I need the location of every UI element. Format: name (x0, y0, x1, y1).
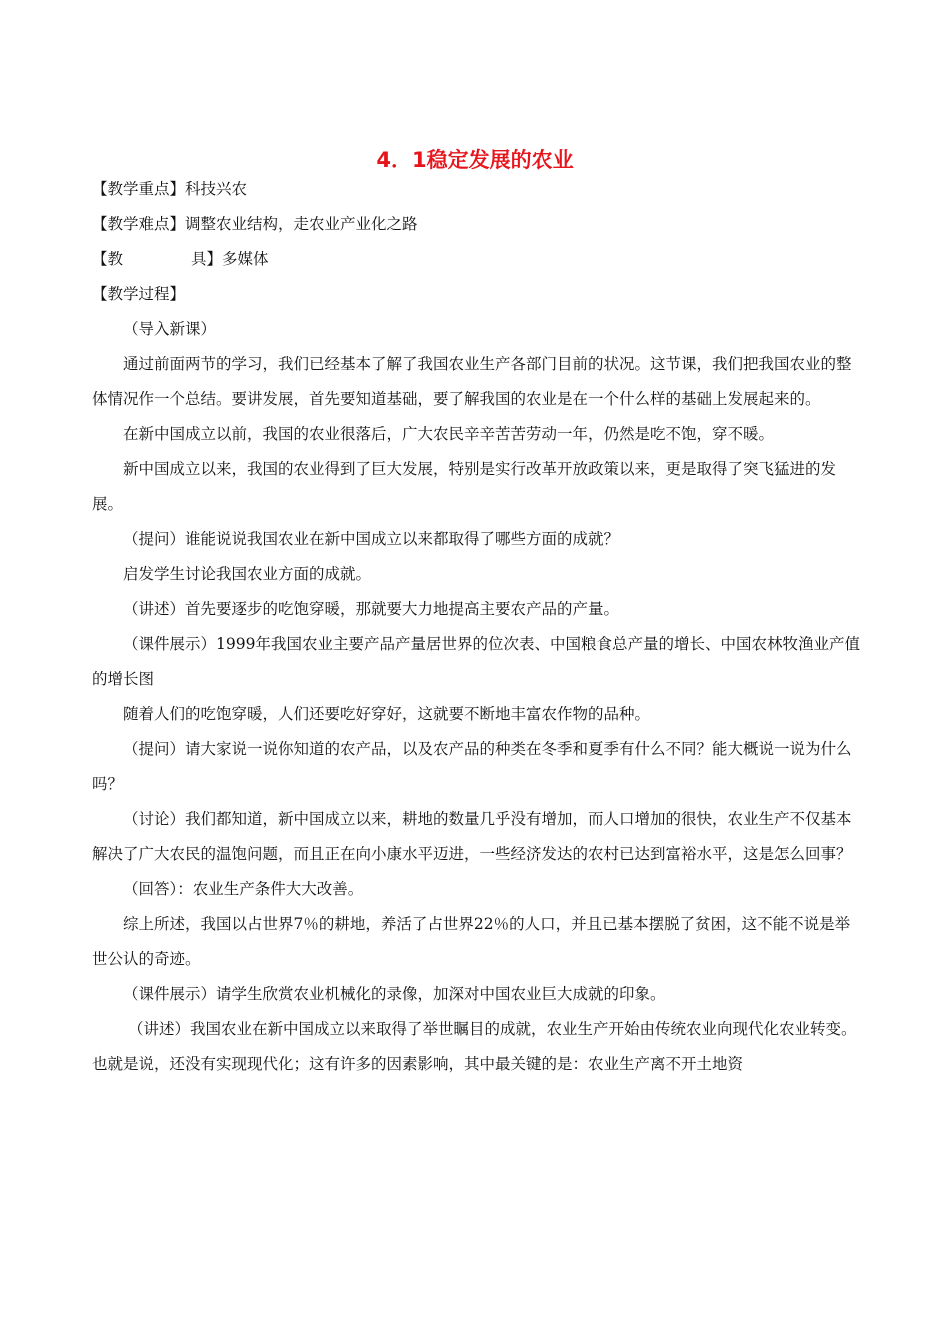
paragraph: （提问）请大家说一说你知道的农产品，以及农产品的种类在冬季和夏季有什么不同？能大概说一说为什么吗？ (92, 740, 852, 793)
paragraph: （课件展示）请学生欣赏农业机械化的录像，加深对中国农业巨大成就的印象。 (123, 985, 666, 1003)
teaching-process-heading: 【教学过程】 (92, 285, 186, 303)
teaching-difficulty (92, 207, 862, 242)
paragraph: 新中国成立以来，我国的农业得到了巨大发展，特别是实行改革开放政策以来，更是取得了突飞猛进的发展。 (92, 460, 837, 513)
paragraph: 在新中国成立以前，我国的农业很落后，广大农民辛辛苦苦劳动一年，仍然是吃不饱，穿不暖。 (123, 425, 775, 443)
paragraph: （提问）谁能说说我国农业在新中国成立以来都取得了哪些方面的成就？ (123, 530, 620, 548)
paragraph: （导入新课） (123, 320, 217, 338)
teaching-difficulty-value: 调整农业结构，走农业产业化之路 (185, 215, 418, 233)
paragraph: （讨论）我们都知道，新中国成立以来，耕地的数量几乎没有增加，而人口增加的很快，农业生产不仅基本解决了广大农民的温饱问题，而且正在向小康水平迈进，一些经济发达的农村已达到富裕水平，这是怎么回事？ (92, 810, 852, 863)
paragraph: （讲述）我国农业在新中国成立以来取得了举世瞩目的成就，农业生产开始由传统农业向现代化农业转变。也就是说，还没有实现现代化；这有许多的因素影响，其中最关键的是：农业生产离不开土地资 (92, 1020, 857, 1073)
paragraph: 综上所述，我国以占世界7％的耕地，养活了占世界22％的人口，并且已基本摆脱了贫困，这不能不说是举世公认的奇迹。 (92, 915, 851, 968)
teaching-tools-value: 多媒体 (222, 250, 269, 268)
paragraph: 启发学生讨论我国农业方面的成就。 (123, 565, 372, 583)
document-body (92, 172, 862, 1082)
teaching-tools-label-right: 具】 (191, 250, 223, 268)
teaching-focus-value: 科技兴农 (185, 180, 248, 198)
teaching-tools-label-left: 【教 (92, 250, 124, 268)
teaching-difficulty-label: 【教学难点】 (92, 215, 186, 233)
teaching-focus (92, 172, 862, 207)
paragraph: （回答）：农业生产条件大大改善。 (123, 880, 364, 898)
paragraph: 通过前面两节的学习，我们已经基本了解了我国农业生产各部门目前的状况。这节课，我们把我国农业的整体情况作一个总结。要讲发展，首先要知道基础，要了解我国的农业是在一个什么样的基础上发展起来的。 (92, 355, 852, 408)
page-title: 4．1稳定发展的农业 (376, 148, 574, 172)
paragraph: （课件展示）1999年我国农业主要产品产量居世界的位次表、中国粮食总产量的增长、中国农林牧渔业产值的增长图 (92, 635, 860, 688)
paragraph: 随着人们的吃饱穿暖，人们还要吃好穿好，这就要不断地丰富农作物的品种。 (123, 705, 651, 723)
paragraph: （讲述）首先要逐步的吃饱穿暖，那就要大力地提高主要农产品的产量。 (123, 600, 620, 618)
teaching-focus-label: 【教学重点】 (92, 180, 186, 198)
teaching-tools (92, 242, 862, 277)
